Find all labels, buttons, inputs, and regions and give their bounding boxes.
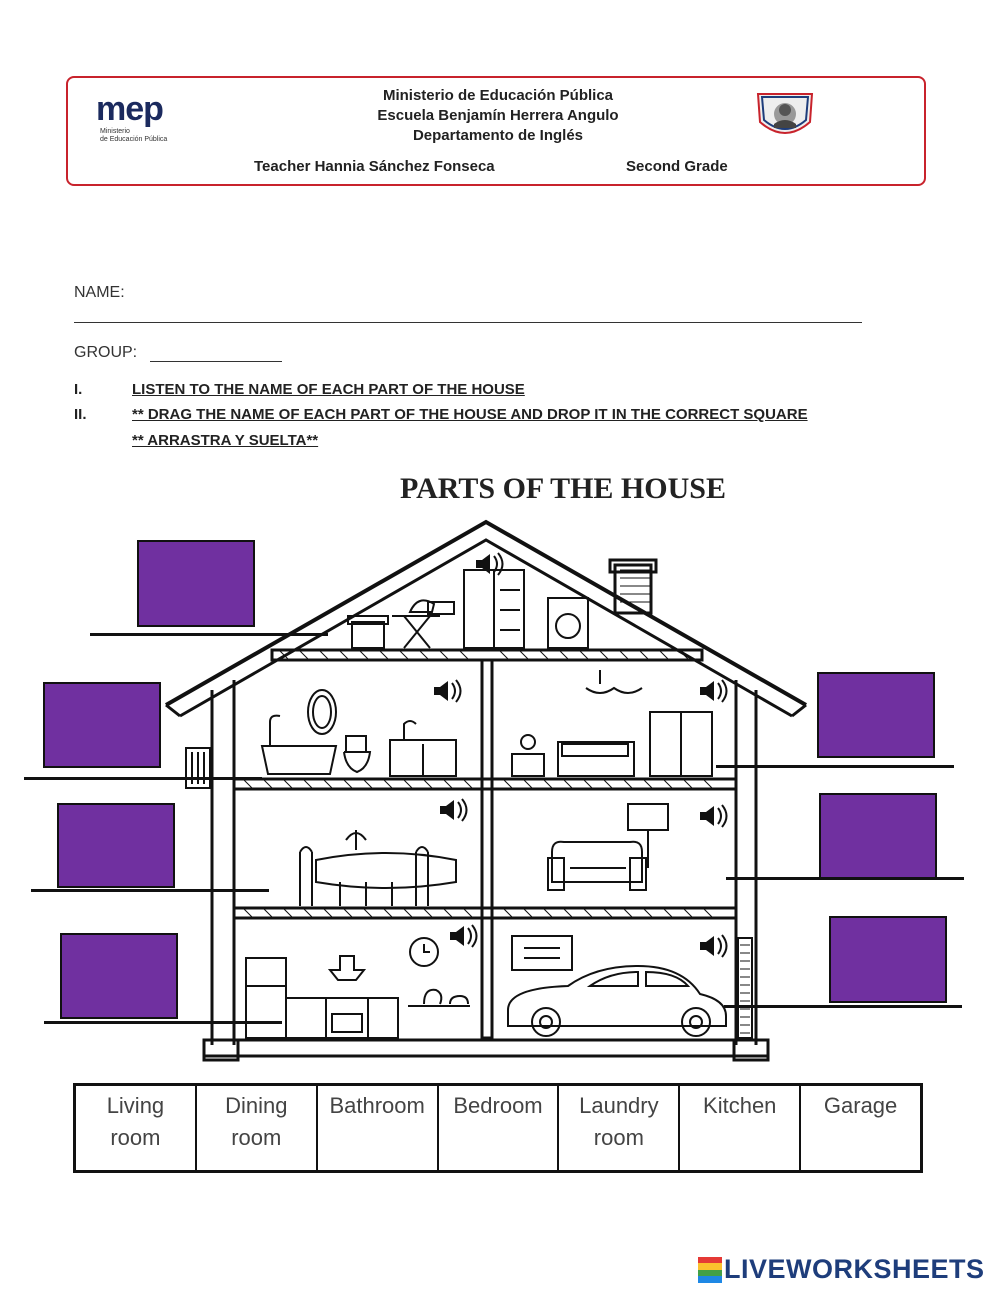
- name-input-line[interactable]: [74, 322, 862, 323]
- drop-box-living[interactable]: [819, 793, 937, 879]
- word-garage[interactable]: Garage: [823, 1093, 898, 1118]
- instruction-number-2: II.: [74, 406, 87, 423]
- drop-box-kitchen[interactable]: [60, 933, 178, 1019]
- mep-logo-word: mep: [96, 90, 163, 128]
- speaker-icon-kitchen[interactable]: [450, 925, 477, 947]
- word-laundry-room[interactable]: Laundry room: [559, 1086, 680, 1170]
- mep-logo-sub2: de Educación Pública: [100, 136, 168, 143]
- school-emblem: [754, 88, 816, 144]
- answer-line-dining: [31, 889, 269, 892]
- word-living-room[interactable]: Living room: [76, 1086, 197, 1170]
- drop-box-dining[interactable]: [57, 803, 175, 888]
- speaker-icon-bedroom[interactable]: [700, 680, 727, 702]
- instruction-2: ** DRAG THE NAME OF EACH PART OF THE HOUSE AND DROP IT IN THE CORRECT SQUARE: [132, 406, 808, 423]
- word-kitchen[interactable]: Kitchen: [680, 1086, 801, 1170]
- answer-line-kitchen: [44, 1021, 282, 1024]
- liveworksheets-badge-icon: [698, 1257, 722, 1283]
- drop-box-laundry[interactable]: [137, 540, 255, 627]
- header-line-department: Departamento de Inglés: [412, 127, 584, 144]
- drop-box-garage[interactable]: [829, 916, 947, 1003]
- page-title: PARTS OF THE HOUSE: [400, 472, 726, 505]
- word-bedroom[interactable]: Bedroom: [439, 1086, 560, 1170]
- instruction-number-1: I.: [74, 381, 83, 398]
- drop-box-bedroom[interactable]: [817, 672, 935, 758]
- grade-label: Second Grade: [626, 158, 728, 175]
- group-input-line[interactable]: [150, 361, 282, 362]
- speaker-icon-laundry[interactable]: [476, 553, 503, 575]
- header-line-school: Escuela Benjamín Herrera Angulo: [377, 107, 619, 124]
- answer-line-laundry: [90, 633, 328, 636]
- group-label: GROUP:: [74, 344, 138, 361]
- word-dining-room[interactable]: Dining room: [197, 1086, 318, 1170]
- speaker-icon-living[interactable]: [700, 805, 727, 827]
- answer-line-bathroom: [24, 777, 262, 780]
- name-label: NAME:: [74, 284, 125, 301]
- mep-logo: [96, 90, 190, 146]
- header-box: [66, 76, 926, 186]
- footer-brand-text: LIVEWORKSHEETS: [724, 1254, 985, 1284]
- footer-brand[interactable]: [698, 1254, 985, 1285]
- teacher-name: Teacher Hannia Sánchez Fonseca: [254, 158, 495, 175]
- mep-logo-sub1: Ministerio: [100, 128, 130, 135]
- answer-line-living: [726, 877, 964, 880]
- speaker-icon-bathroom[interactable]: [434, 680, 461, 702]
- speaker-icon-dining[interactable]: [440, 799, 467, 821]
- drop-box-bathroom[interactable]: [43, 682, 161, 768]
- speaker-icon-garage[interactable]: [700, 935, 727, 957]
- word-bathroom[interactable]: Bathroom: [318, 1086, 439, 1170]
- instruction-1: LISTEN TO THE NAME OF EACH PART OF THE HOUSE: [132, 381, 525, 398]
- word-bank-table: [73, 1083, 923, 1173]
- header-line-ministry: Ministerio de Educación Pública: [382, 87, 614, 104]
- answer-line-bedroom: [716, 765, 954, 768]
- answer-line-garage: [724, 1005, 962, 1008]
- instruction-3: ** ARRASTRA Y SUELTA**: [132, 432, 319, 449]
